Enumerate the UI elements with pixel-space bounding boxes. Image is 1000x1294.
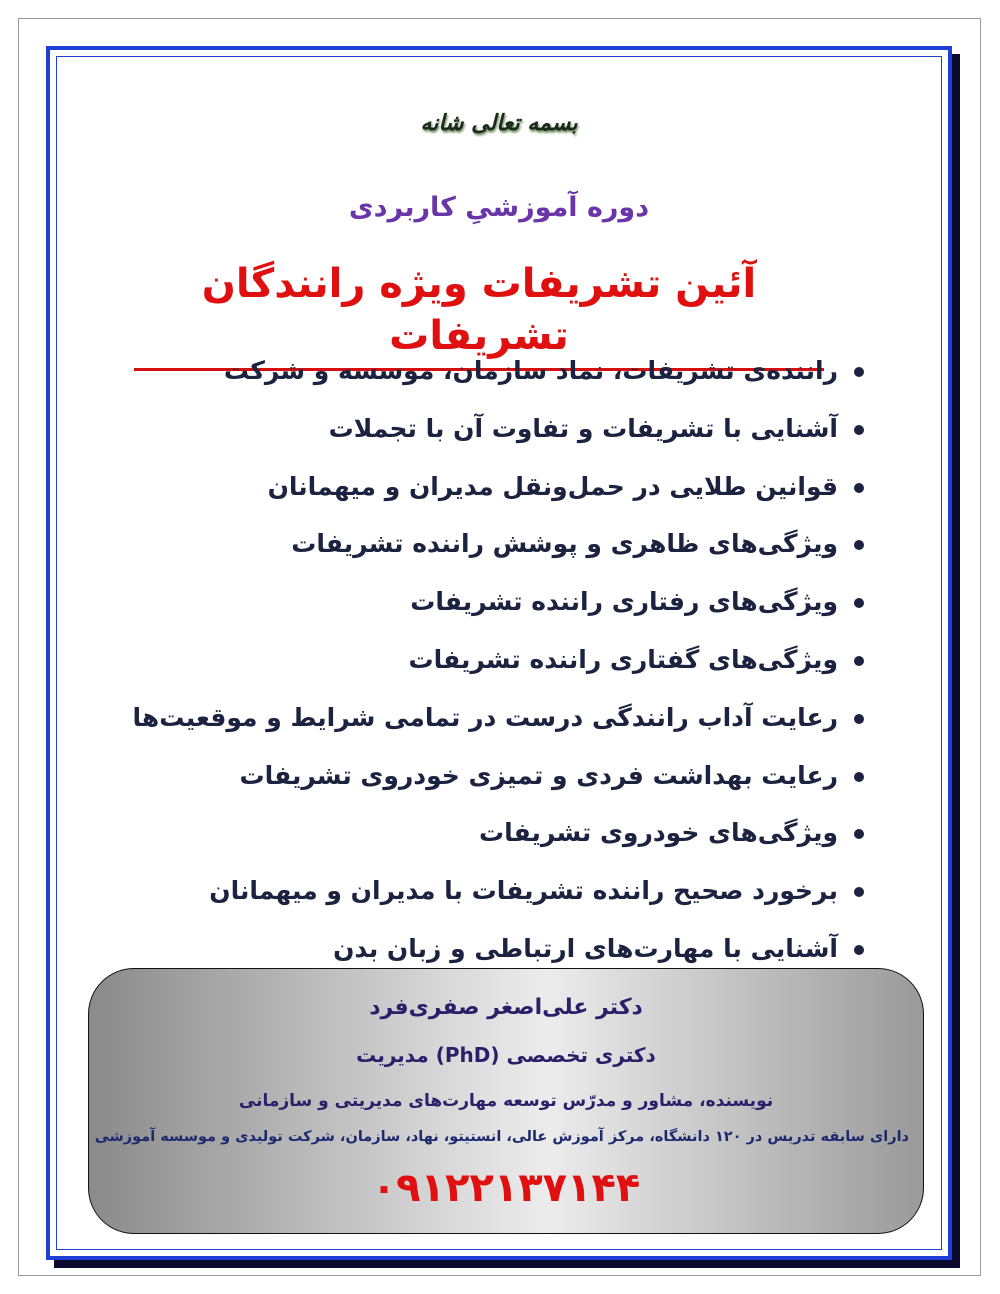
instructor-experience: دارای سابقه تدریس در ۱۲۰ دانشگاه، مرکز آموزش عالی، انستیتو، نهاد، سازمان، شرکت تولیدی و موسسه آموزشی <box>94 1129 909 1145</box>
bullet-icon <box>854 425 864 435</box>
topic-text: رعایت آداب رانندگی درست در تمامی شرایط و موقعیت‌ها <box>132 702 838 732</box>
list-item <box>128 342 868 400</box>
bullet-icon <box>854 772 864 782</box>
invocation-calligraphy: بسمه تعالی شانه <box>420 110 578 136</box>
topic-text: قوانین طلایی در حمل‌ونقل مدیران و میهمانان <box>267 471 838 501</box>
topic-text: ویژگی‌های ظاهری و پوشش راننده تشریفات <box>291 529 838 559</box>
bullet-icon <box>854 829 864 839</box>
list-item <box>128 573 868 631</box>
list-item <box>128 631 868 689</box>
bullet-icon <box>854 887 864 897</box>
list-item <box>128 458 868 516</box>
bullet-icon <box>854 483 864 493</box>
topic-text: ویژگی‌های رفتاری راننده تشریفات <box>410 587 838 617</box>
poster-frame <box>46 46 952 1260</box>
instructor-name: دکتر علی‌اصغر صفری‌فرد <box>369 995 643 1020</box>
poster-content <box>50 50 948 1256</box>
topic-list <box>128 342 868 978</box>
course-label: دوره آموزشیِ کاربردی <box>348 192 650 223</box>
topic-text: آشنایی با مهارت‌های ارتباطی و زبان بدن <box>333 933 838 963</box>
list-item <box>128 862 868 920</box>
topic-text: رعایت بهداشت فردی و تمیزی خودروی تشریفات <box>239 760 838 790</box>
list-item <box>128 400 868 458</box>
list-item <box>128 804 868 862</box>
bullet-icon <box>854 540 864 550</box>
bullet-icon <box>854 656 864 666</box>
topic-text: برخورد صحیح راننده تشریفات با مدیران و میهمانان <box>209 876 838 906</box>
list-item <box>128 515 868 573</box>
instructor-info-box <box>88 968 924 1234</box>
bullet-icon <box>854 367 864 377</box>
topic-text: آشنایی با تشریفات و تفاوت آن با تجملات <box>328 413 838 443</box>
list-item <box>128 747 868 805</box>
bullet-icon <box>854 714 864 724</box>
bullet-icon <box>854 945 864 955</box>
topic-text: راننده‌ی تشریفات، نماد سازمان، موسسه و شرکت <box>223 356 838 385</box>
phone-number[interactable]: ۰۹۱۲۲۱۳۷۱۴۴ <box>371 1165 641 1211</box>
instructor-role: نویسنده، مشاور و مدرّس توسعه مهارت‌های مدیریتی و سازمانی <box>238 1091 774 1111</box>
instructor-degree: دکتری تخصصی (PhD) مدیریت <box>356 1043 656 1067</box>
list-item <box>128 689 868 747</box>
course-title: آئین تشریفات ویژه رانندگان تشریفات <box>134 258 824 371</box>
bullet-icon <box>854 598 864 608</box>
topic-text: ویژگی‌های خودروی تشریفات <box>479 818 838 848</box>
topic-text: ویژگی‌های گفتاری راننده تشریفات <box>408 644 838 674</box>
